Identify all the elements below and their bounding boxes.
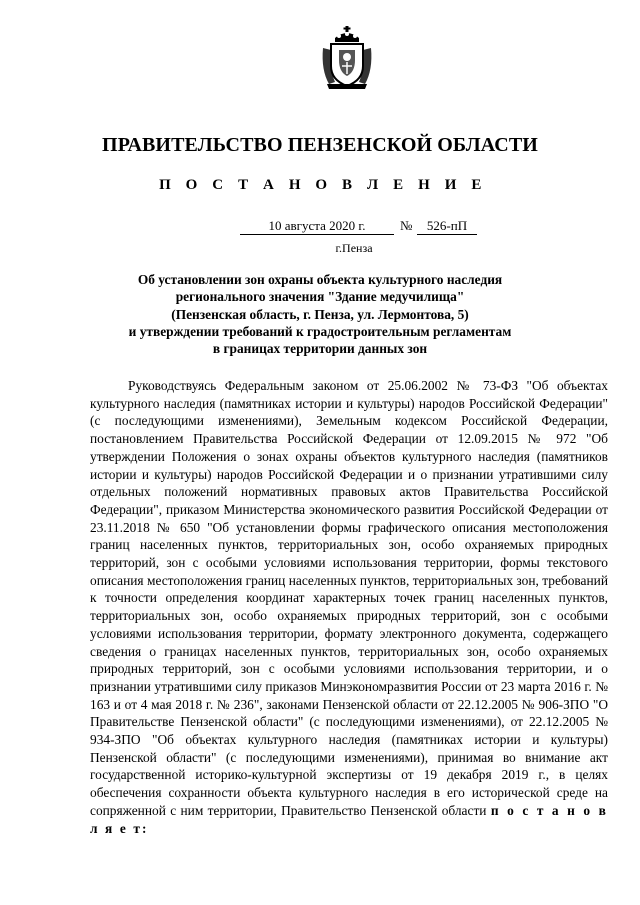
document-type: П О С Т А Н О В Л Е Н И Е — [159, 177, 487, 193]
date-number-line — [0, 218, 640, 236]
heading-line: и утверждении требований к градостроительным регламентам — [128, 323, 512, 339]
city: г.Пенза — [335, 241, 373, 255]
preamble-paragraph — [90, 377, 608, 837]
penza-coat-of-arms-icon — [319, 26, 375, 90]
government-title: ПРАВИТЕЛЬСТВО ПЕНЗЕНСКОЙ ОБЛАСТИ — [102, 134, 538, 156]
document-date: 10 августа 2020 г. — [240, 218, 394, 235]
document-heading — [60, 271, 580, 357]
number-sign: № — [400, 218, 413, 233]
decree-word: п о с т а н о в л я е т: — [90, 802, 609, 836]
heading-line: (Пензенская область, г. Пенза, ул. Лермонтова, 5) — [171, 306, 469, 322]
heading-line: Об установлении зон охраны объекта культурного наследия — [137, 272, 503, 287]
document-number: 526-пП — [417, 218, 477, 235]
preamble-text: Руководствуясь Федеральным законом от 25.06.2002 № 73-ФЗ "Об объектах культурного наследия (памятниках истории и культуры) народов Российской Федерации" (с последующими изменениями), Земельным кодексом Российской Федерации, постановлением Правительства Российской Федерации от 12.09.2015 № 972 "Об утверждении Положения о зонах охраны объектов культурного наследия (памятников истории и культуры) народов Российской Федерации и о признании утратившими силу отдельных положений нормативных правовых актов Правительства Российской Федерации", приказом Министерства экономического развития Российской Федерации от 23.11.2018 № 650 "Об установлении формы графического описания местоположения границ населенных пунктов, территориальных зон, особо охраняемых природных территорий, зон с особыми условиями использования территории, формы текстового описания местоположения границ населенных пунктов, территориальных зон, требований к точности определения координат характерных точек границ населенных пунктов, территориальных зон, особо охраняемых природных территорий, зон с особыми условиями использования территории, формату электронного документа, содержащего сведения о границах населенных пунктов, территориальных зон, особо охраняемых природных территорий, зон с особыми условиями использования территории, и о признании утратившими силу приказов Минэкономразвития России от 23 марта 2016 г. № 163 и от 4 мая 2018 г. № 236", законами Пензенской области от 22.12.2005 № 906-ЗПО "О Правительстве Пензенской области" (с последующими изменениями), от 22.12.2005 № 934-ЗПО "Об объектах культурного наследия (памятниках истории и культуры) Пензенской области" (с последующими изменениями), принимая во внимание акт государственной историко-культурной экспертизы от 19 декабря 2019 г., в целях обеспечения сохранности объекта культурного наследия в его исторической среде на сопряженной с ним территории, Правительство Пензенской области — [90, 378, 608, 818]
heading-line: в границах территории данных зон — [212, 341, 428, 357]
heading-line: регионального значения "Здание медучилища" — [175, 289, 465, 305]
